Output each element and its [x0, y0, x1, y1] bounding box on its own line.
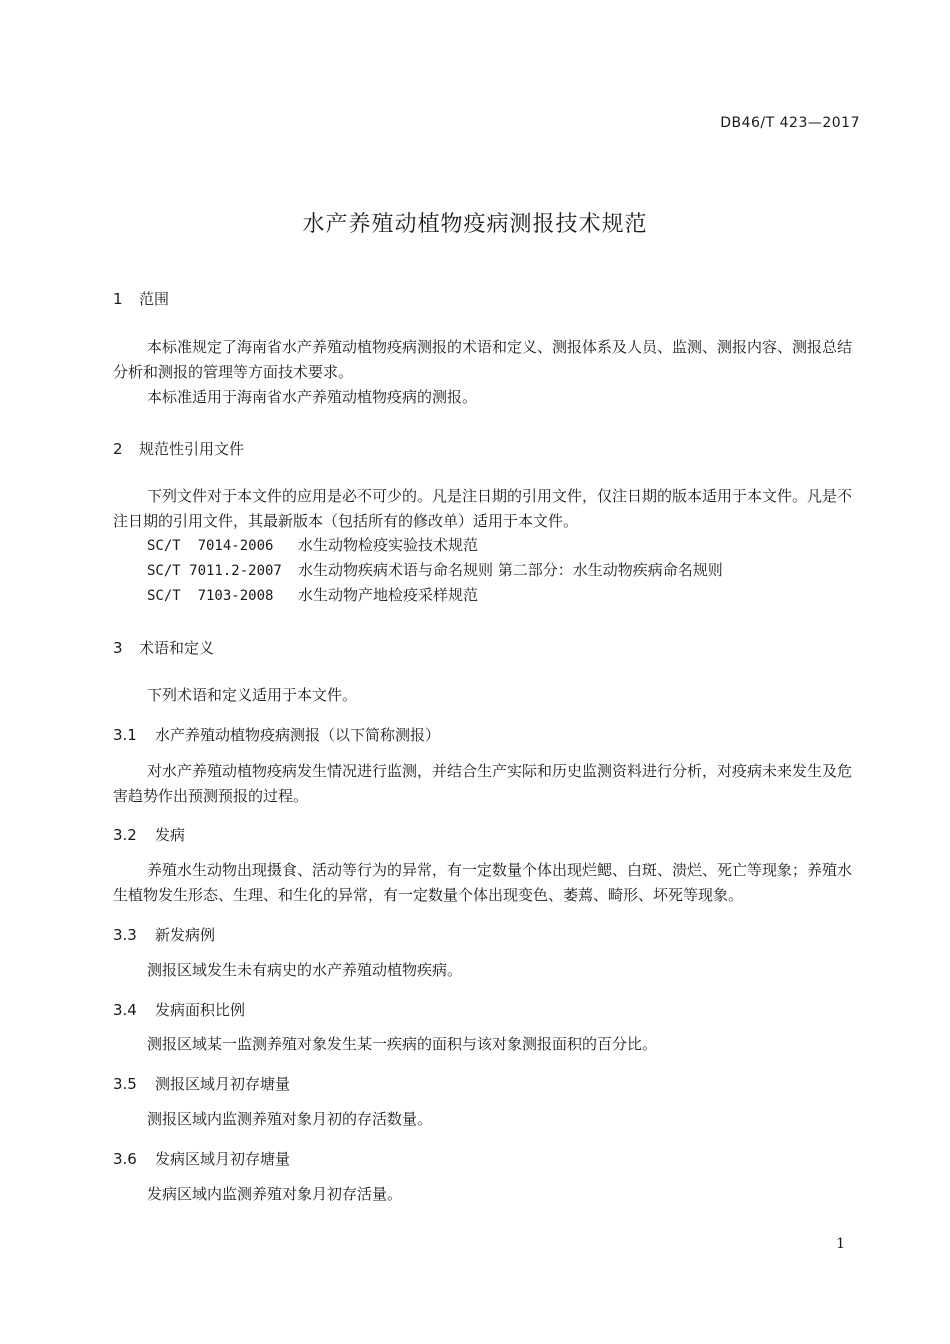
- reference-code: SC/T 7103-2008: [147, 588, 274, 604]
- term-heading: [113, 1148, 290, 1169]
- section-heading-scope: [113, 288, 169, 309]
- paragraph: 本标准规定了海南省水产养殖动植物疫病测报的术语和定义、测报体系及人员、监测、测报内容、测报总结分析和测报的管理等方面技术要求。: [113, 338, 853, 381]
- document-title: 水产养殖动植物疫病测报技术规范: [302, 212, 648, 237]
- section-number: 2: [113, 440, 123, 458]
- reference-item: [147, 584, 478, 605]
- paragraph: 下列文件对于本文件的应用是必不可少的。凡是注日期的引用文件，仅注日期的版本适用于本文件。凡是不注日期的引用文件，其最新版本（包括所有的修改单）适用于本文件。: [113, 487, 853, 530]
- term-title: 发病: [155, 826, 186, 844]
- term-title: 测报区域月初存塘量: [155, 1075, 291, 1093]
- section-heading-normative-references: [113, 438, 244, 459]
- reference-item: [147, 559, 723, 580]
- paragraph: 下列术语和定义适用于本文件。: [147, 686, 358, 704]
- page-number: 1: [836, 1236, 845, 1252]
- term-number: 3.4: [113, 1001, 137, 1019]
- standard-code: DB46/T 423—2017: [720, 115, 860, 131]
- term-title: 水产养殖动植物疫病测报（以下简称测报）: [155, 726, 441, 744]
- reference-item: [147, 534, 478, 555]
- section-number: 1: [113, 290, 123, 308]
- term-definition: 发病区域内监测养殖对象月初存活量。: [147, 1185, 403, 1203]
- term-definition: 测报区域发生未有病史的水产养殖动植物疾病。: [147, 961, 463, 979]
- term-number: 3.5: [113, 1075, 137, 1093]
- term-heading: [113, 824, 185, 845]
- reference-name: 水生动物疾病术语与命名规则 第二部分：水生动物疾病命名规则: [298, 561, 723, 579]
- term-definition: 测报区域某一监测养殖对象发生某一疾病的面积与该对象测报面积的百分比。: [147, 1035, 658, 1053]
- term-definition: 养殖水生动物出现摄食、活动等行为的异常，有一定数量个体出现烂鳃、白斑、溃烂、死亡等现象；养殖水生植物发生形态、生理、和生化的异常，有一定数量个体出现变色、萎蔫、畸形、坏死等现象。: [113, 861, 853, 904]
- term-title: 发病面积比例: [155, 1001, 246, 1019]
- term-number: 3.3: [113, 926, 137, 944]
- section-title: 术语和定义: [139, 639, 215, 657]
- reference-code: SC/T 7014-2006: [147, 538, 274, 554]
- term-heading: [113, 924, 215, 945]
- term-definition: 测报区域内监测养殖对象月初的存活数量。: [147, 1110, 433, 1128]
- term-title: 新发病例: [155, 926, 216, 944]
- reference-name: 水生动物产地检疫采样规范: [298, 586, 479, 604]
- reference-code: SC/T 7011.2-2007: [147, 563, 282, 579]
- paragraph: 本标准适用于海南省水产养殖动植物疫病的测报。: [147, 388, 478, 406]
- section-number: 3: [113, 639, 123, 657]
- section-title: 范围: [139, 290, 170, 308]
- section-title: 规范性引用文件: [139, 440, 245, 458]
- term-number: 3.1: [113, 726, 137, 744]
- term-heading: [113, 1073, 290, 1094]
- term-title: 发病区域月初存塘量: [155, 1150, 291, 1168]
- term-heading: [113, 999, 245, 1020]
- term-heading: [113, 724, 440, 745]
- section-heading-terms: [113, 637, 214, 658]
- term-number: 3.6: [113, 1150, 137, 1168]
- term-definition: 对水产养殖动植物疫病发生情况进行监测，并结合生产实际和历史监测资料进行分析，对疫病未来发生及危害趋势作出预测预报的过程。: [113, 762, 853, 805]
- term-number: 3.2: [113, 826, 137, 844]
- reference-name: 水生动物检疫实验技术规范: [298, 536, 479, 554]
